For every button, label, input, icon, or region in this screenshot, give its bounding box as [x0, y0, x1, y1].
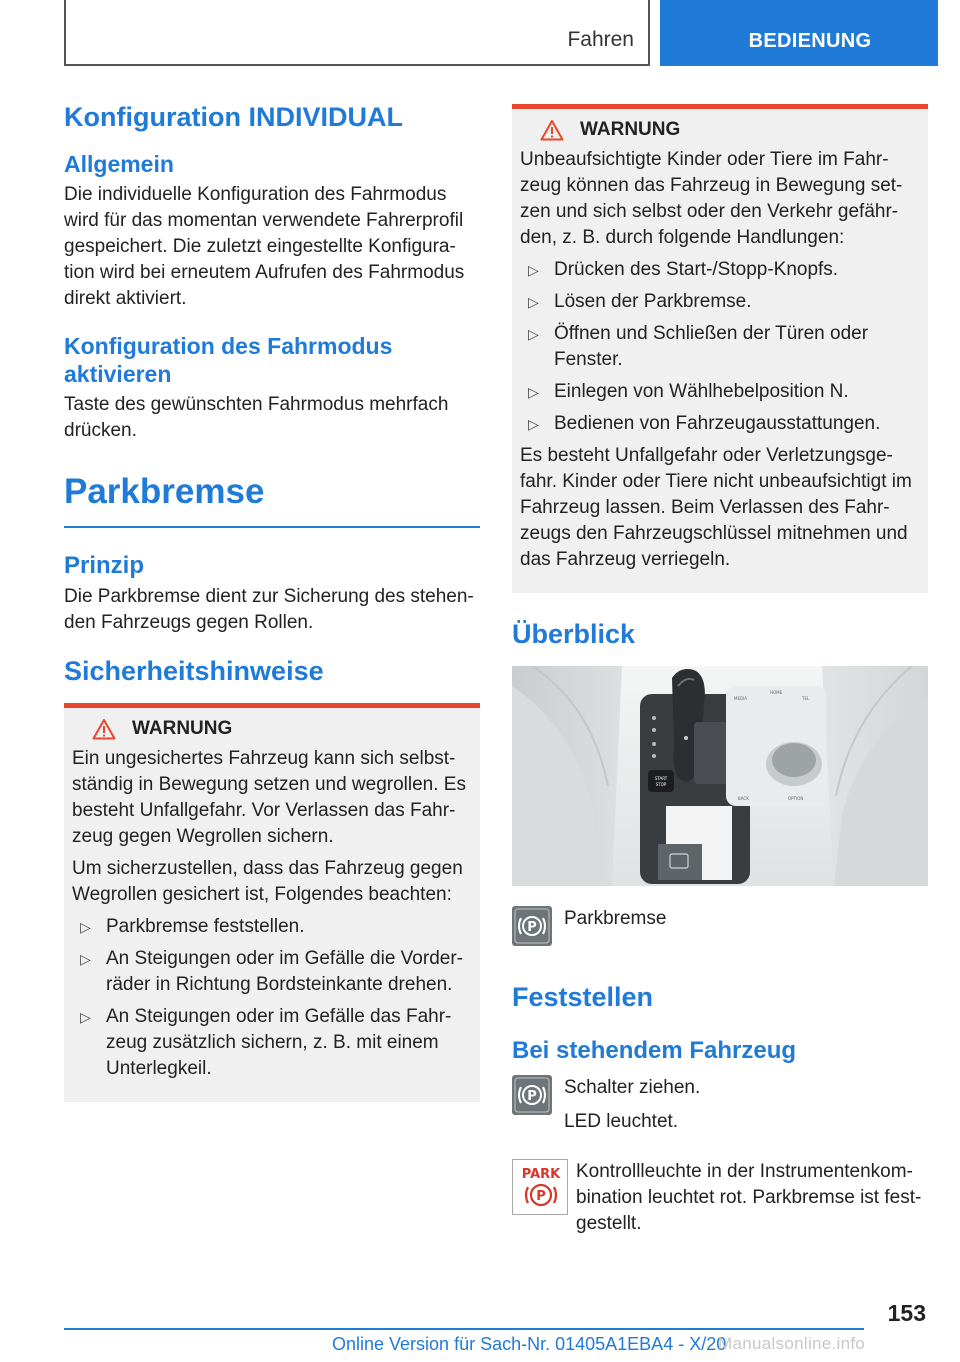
park-warning-light-icon: [512, 1159, 568, 1215]
bullet-triangle-icon: ▷: [528, 262, 539, 278]
warning-triangle-icon: [92, 718, 116, 740]
section-divider: [64, 526, 480, 528]
svg-text:P: P: [527, 1089, 537, 1104]
list-item: ▷ Lösen der Parkbremse.: [520, 289, 920, 315]
heading-konfiguration-individual: Konfiguration INDIVIDUAL: [64, 102, 403, 132]
header-section-tab: [64, 0, 650, 66]
bullet-triangle-icon: ▷: [80, 951, 91, 967]
parking-brake-switch-icon: [512, 1075, 552, 1115]
list-item: ▷ Öffnen und Schließen der Türen oder Fenster.: [520, 321, 920, 373]
warning-title-left: [72, 718, 472, 740]
heading-feststellen: Feststellen: [512, 982, 654, 1012]
heading-ueberblick: Überblick: [512, 619, 636, 649]
heading-bei-stehendem-fahrzeug: Bei stehendem Fahrzeug: [512, 1037, 797, 1064]
park-indicator-row: [512, 1159, 928, 1237]
parking-brake-switch-icon: [512, 906, 552, 946]
heading-allgemein: Allgemein: [64, 151, 174, 177]
list-item: ▷ Bedienen von Fahrzeugausstattungen.: [520, 411, 920, 437]
step-row: [512, 1075, 928, 1135]
list-item: ▷ An Steigungen oder im Gefälle das Fahr‐zeug zusätzlich sichern, z. B. mit einem Unterlegkeil.: [72, 1004, 472, 1082]
svg-text:OPTION: OPTION: [788, 796, 804, 801]
svg-text:BACK: BACK: [738, 796, 749, 801]
heading-sicherheitshinweise: Sicherheitshinweise: [64, 656, 324, 686]
warning-list-left: [72, 914, 472, 1082]
svg-text:HOME: HOME: [770, 690, 783, 695]
right-column: [512, 104, 928, 1237]
svg-text:P: P: [527, 920, 537, 935]
park-indicator-text: Kontrollleuchte in der Instrumentenkom‐bination leuchtet rot. Parkbremse ist fest‐gestellt.: [576, 1161, 922, 1234]
bullet-triangle-icon: ▷: [528, 326, 539, 342]
svg-text:TEL: TEL: [802, 696, 810, 701]
caption-row: [512, 906, 928, 946]
svg-text:START: START: [654, 776, 668, 781]
list-item: ▷ An Steigungen oder im Gefälle die Vorder‐räder in Richtung Bordsteinkante drehen.: [72, 946, 472, 998]
paragraph-allgemein: Die individuelle Konfiguration des Fahrmodus wird für das momentan verwendete Fahrerprofil gespeichert. Die zuletzt eingestellte Konfigura‐tion wird bei erneutem Aufrufen des Fahrmodus direkt aktiviert.: [64, 184, 465, 309]
step-2: LED leuchtet.: [564, 1111, 679, 1132]
watermark: Manualsonline.info: [718, 1334, 866, 1353]
warning-paragraph-2-left: Um sicherzustellen, dass das Fahrzeug gegen Wegrollen gesichert ist, Folgendes beachten:: [72, 858, 463, 905]
header-chapter-tab: [660, 0, 938, 66]
list-item: ▷ Drücken des Start-/Stopp-Knopfs.: [520, 257, 920, 283]
warning-triangle-icon: [540, 119, 564, 141]
bullet-triangle-icon: ▷: [528, 384, 539, 400]
svg-text:PARK: PARK: [521, 1167, 561, 1182]
heading-konfiguration-aktivieren: Konfiguration des Fahrmodus aktivieren: [64, 333, 393, 387]
warning-paragraph-1-left: Ein ungesichertes Fahrzeug kann sich selbst‐ständig in Bewegung setzen und wegrollen. Es besteht Unfallgefahr. Vor Verlassen das Fahr‐zeug gegen Wegrollen sichern.: [72, 748, 466, 847]
footer-online-version: Online Version für Sach-Nr. 01405A1EBA4 - X/20: [332, 1334, 727, 1354]
header-section-label: Fahren: [567, 28, 634, 51]
bullet-triangle-icon: ▷: [528, 416, 539, 432]
page-number: 153: [887, 1300, 926, 1326]
left-column: [64, 100, 480, 1102]
photo-caption: Parkbremse: [564, 908, 667, 929]
list-item: ▷ Parkbremse feststellen.: [72, 914, 472, 940]
list-item: ▷ Einlegen von Wählhebelposition N.: [520, 379, 920, 405]
warning-paragraph-2-right: Es besteht Unfallgefahr oder Verletzungsge‐fahr. Kinder oder Tiere nicht unbeaufsichtigt im Fahrzeug lassen. Beim Verlassen des Fahr‐zeugs den Fahrzeugschlüssel mitnehmen und das Fahrzeug verriegeln.: [520, 445, 912, 570]
heading-prinzip: Prinzip: [64, 552, 145, 579]
step-1: Schalter ziehen.: [564, 1077, 701, 1098]
warning-title-text-left: WARNUNG: [132, 718, 233, 739]
svg-text:STOP: STOP: [655, 782, 667, 787]
bullet-triangle-icon: ▷: [528, 294, 539, 310]
warning-title-right: [520, 119, 920, 141]
warning-paragraph-1-right: Unbeaufsichtigte Kinder oder Tiere im Fahr‐zeug können das Fahrzeug in Bewegung set‐zen und sich selbst oder den Verkehr gefähr‐den, z. B. durch folgende Handlungen:: [520, 149, 903, 248]
svg-text:MEDIA: MEDIA: [734, 696, 747, 701]
bullet-triangle-icon: ▷: [80, 1009, 91, 1025]
warning-box-right: [512, 104, 928, 593]
paragraph-aktivieren: Taste des gewünschten Fahrmodus mehrfach drücken.: [64, 394, 449, 441]
heading-parkbremse: Parkbremse: [64, 472, 265, 511]
svg-text:P: P: [536, 1189, 546, 1204]
footer-divider: [64, 1328, 864, 1330]
bullet-triangle-icon: ▷: [80, 919, 91, 935]
center-console-illustration: [512, 666, 928, 886]
paragraph-prinzip: Die Parkbremse dient zur Sicherung des stehen‐den Fahrzeugs gegen Rollen.: [64, 586, 474, 633]
header-chapter-label: BEDIENUNG: [748, 30, 872, 52]
warning-box-left: [64, 703, 480, 1102]
warning-list-right: [520, 257, 920, 437]
steps: [564, 1075, 700, 1135]
console-photo: [512, 666, 928, 886]
warning-title-text-right: WARNUNG: [580, 119, 681, 140]
